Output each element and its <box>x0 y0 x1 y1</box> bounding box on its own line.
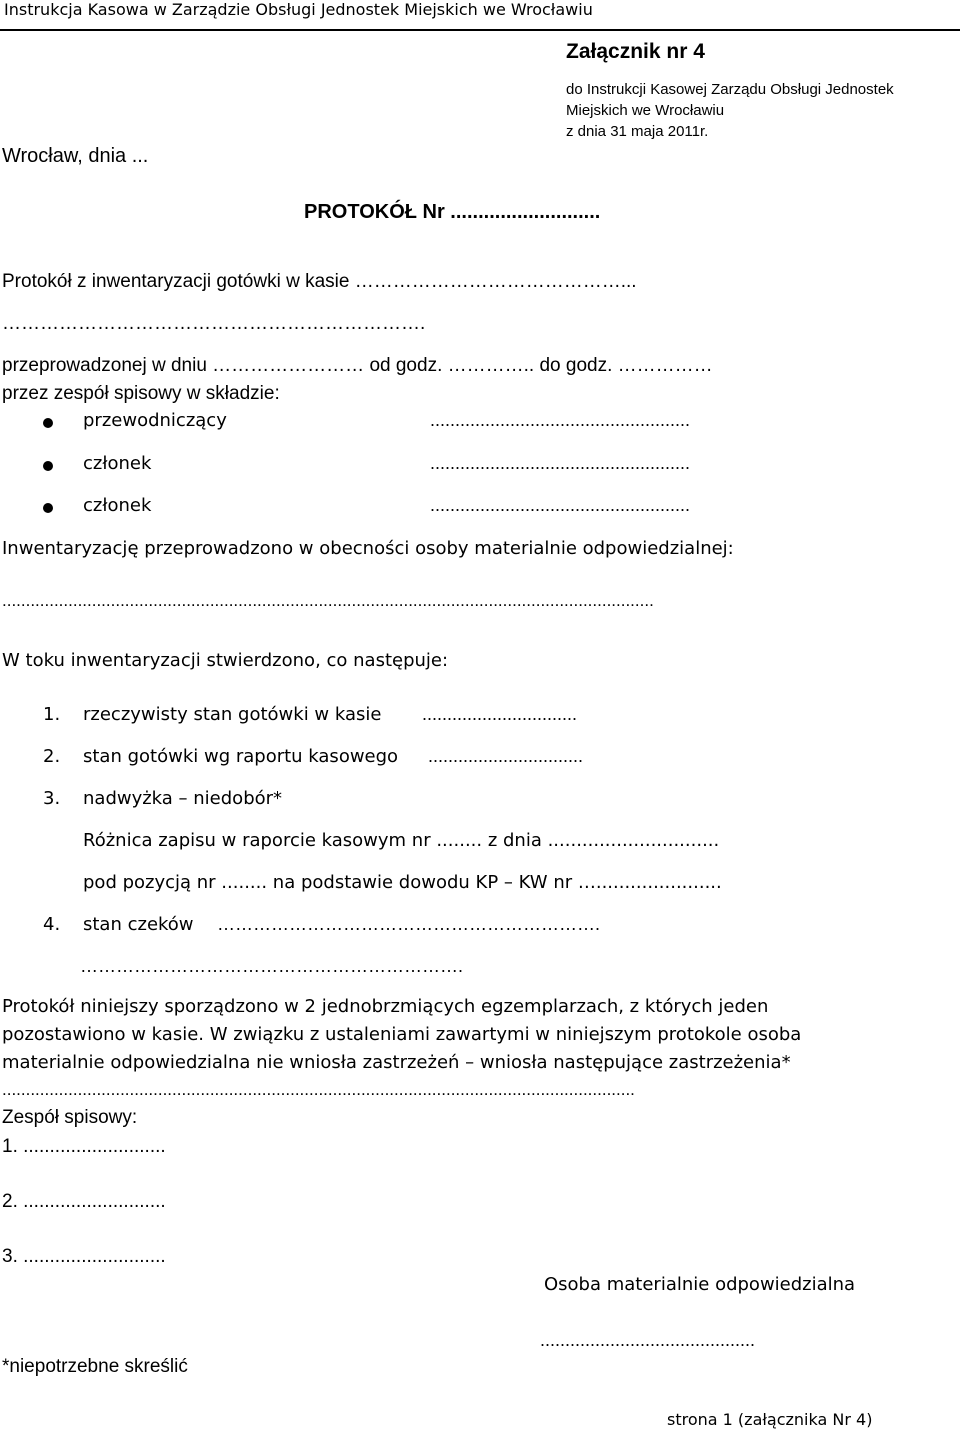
presence-text: Inwentaryzację przeprowadzono w obecności osoby materialnie odpowiedzialnej: <box>2 538 734 559</box>
item-label: stan czeków <box>83 914 194 935</box>
team-dots: .................................................... <box>430 495 691 515</box>
item-number: 4. <box>43 914 61 935</box>
item-dots: ............................... <box>428 746 584 766</box>
place-date: Wrocław, dnia ... <box>2 145 149 167</box>
discrepancy-line: Różnica zapisu w raporcie kasowym nr ........ z dnia .............................. <box>83 830 720 851</box>
item-dots: ............................... <box>422 704 578 724</box>
protocol-title: PROTOKÓŁ Nr ........................... <box>304 201 601 223</box>
intro-line-4: przez zespół spisowy w składzie: <box>2 383 280 404</box>
bullet-icon <box>43 461 53 471</box>
team-dots: .................................................... <box>430 453 691 473</box>
item-label: nadwyżka – niedobór* <box>83 788 283 809</box>
team-role: członek <box>83 495 152 516</box>
running-header: Instrukcja Kasowa w Zarządzie Obsługi Jednostek Miejskich we Wrocławiu <box>4 0 593 19</box>
presence-dots: .......................................................................................................................................... <box>2 591 654 610</box>
findings-heading: W toku inwentaryzacji stwierdzono, co następuje: <box>2 650 449 671</box>
team-role: przewodniczący <box>83 410 227 431</box>
attachment-line-1: do Instrukcji Kasowej Zarządu Obsługi Jednostek <box>566 81 894 98</box>
intro-line-1: Protokół z inwentaryzacji gotówki w kasie ……………………………………... <box>2 271 637 292</box>
attachment-heading: Załącznik nr 4 <box>566 40 705 63</box>
responsible-person-label: Osoba materialnie odpowiedzialna <box>544 1274 856 1295</box>
closing-line-3: materialnie odpowiedzialna nie wniosła zastrzeżeń – wniosła następujące zastrzeżenia* <box>2 1052 791 1073</box>
footnote: *niepotrzebne skreślić <box>2 1356 188 1377</box>
bullet-icon <box>43 503 53 513</box>
signature-line-3: 3. ........................... <box>2 1246 166 1267</box>
intro-line-3: przeprowadzonej w dniu …………………… od godz. ………….. do godz. …………… <box>2 355 713 376</box>
item-number: 2. <box>43 746 61 767</box>
closing-line-2: pozostawiono w kasie. W związku z ustaleniami zawartymi w niniejszym protokole osoba <box>2 1024 802 1045</box>
closing-dots: ...................................................................................................................................... <box>2 1080 635 1099</box>
team-dots: .................................................... <box>430 410 691 430</box>
item-dots-continuation: ………………………………………………………. <box>80 956 464 976</box>
attachment-line-3: z dnia 31 maja 2011r. <box>566 123 709 140</box>
position-line: pod pozycją nr ........ na podstawie dowodu KP – KW nr …...................... <box>83 872 722 893</box>
item-label: stan gotówki wg raportu kasowego <box>83 746 399 767</box>
page-number: strona 1 (załącznika Nr 4) <box>667 1410 873 1429</box>
signature-line-2: 2. ........................... <box>2 1191 166 1212</box>
team-role: członek <box>83 453 152 474</box>
item-number: 1. <box>43 704 61 725</box>
responsible-person-signature: ........................................... <box>540 1330 756 1350</box>
signature-line-1: 1. ........................... <box>2 1136 166 1157</box>
closing-line-1: Protokół niniejszy sporządzono w 2 jednobrzmiących egzemplarzach, z których jeden <box>2 996 769 1017</box>
item-number: 3. <box>43 788 61 809</box>
attachment-line-2: Miejskich we Wrocławiu <box>566 102 725 119</box>
item-dots: ………………………………………………………. <box>217 914 601 934</box>
bullet-icon <box>43 418 53 428</box>
item-label: rzeczywisty stan gotówki w kasie <box>83 704 382 725</box>
team-signatures-label: Zespół spisowy: <box>2 1107 138 1128</box>
intro-line-2: …………………………………………………………. <box>2 313 426 334</box>
header-divider <box>0 29 960 31</box>
